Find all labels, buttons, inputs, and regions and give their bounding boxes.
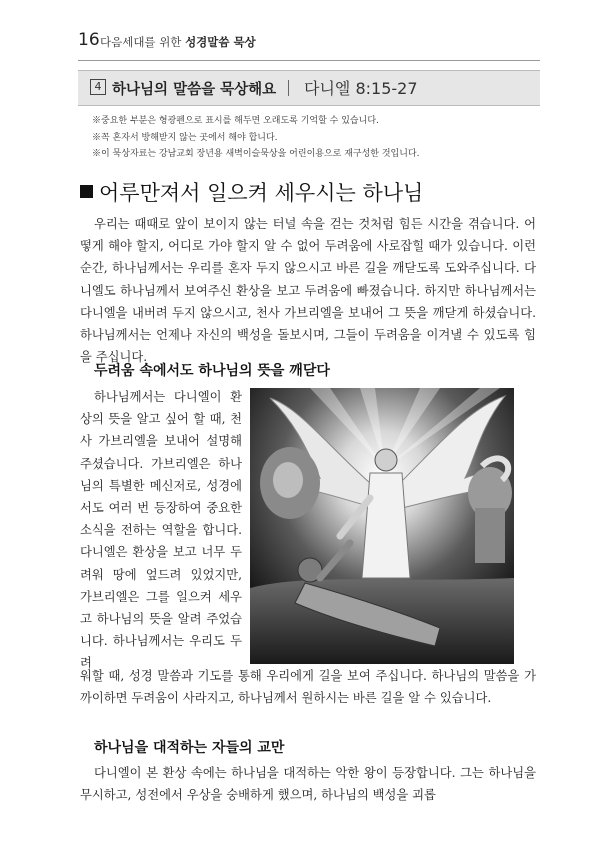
meditation-banner: [78, 70, 540, 106]
series-prefix: 다음세대를 위한: [100, 35, 182, 49]
paragraph-gabriel-continued: 워할 때, 성경 말씀과 기도를 통해 우리에게 길을 보여 주십니다. 하나님의 말씀을 가까이하면 두려움이 사라지고, 하나님께서 원하시는 바른 길을 알 수 있습니다.: [80, 669, 536, 706]
page-header: [78, 30, 540, 58]
section-title: [80, 177, 423, 207]
subheading-pride: 하나님을 대적하는 자들의 교만: [94, 740, 285, 756]
banner-title: 하나님의 말씀을 묵상해요: [112, 82, 277, 98]
note-item: ※중요한 부분은 형광펜으로 표시를 해두면 오래도록 기억할 수 있습니다.: [92, 116, 379, 126]
illustration-angel-daniel: [250, 388, 514, 664]
note-item: ※이 묵상자료는 강남교회 장년용 새벽이슬묵상을 어린이용으로 재구성한 것입니다.: [92, 149, 420, 159]
banner-number: 4: [90, 79, 106, 95]
square-bullet-icon: [80, 185, 93, 198]
scripture-reference: 다니엘 8:15-27: [304, 79, 418, 98]
banner-divider: [288, 80, 289, 96]
page-number: 16: [78, 30, 100, 50]
paragraph-gabriel: [80, 386, 242, 675]
subheading-understanding: 두려움 속에서도 하나님의 뜻을 깨닫다: [94, 363, 330, 379]
paragraph-intro: 우리는 때때로 앞이 보이지 않는 터널 속을 걷는 것처럼 힘든 시간을 겪습니다. 어떻게 해야 할지, 어디로 가야 할지 알 수 없어 두려움에 사로잡힐 때가 있습니다. 이런 순간, 하나님께서는 우리를 혼자 두지 않으시고 바른 길을 깨닫도록 도와주십니다. 다니엘도 하나님께서 보여주신 환상을 보고 두려움에 빠졌습니다. 하지만 하나님께서는 다니엘을 내버려 두지 않으시고, 천사 가브리엘을 보내어 그 뜻을 깨닫게 하셨습니다. 하나님께서는 언제나 자신의 백성을 돌보시며, 그들이 두려움을 이겨낼 수 있도록 힘을 주십니다.: [80, 217, 536, 365]
header-rule: [78, 60, 540, 61]
angel-daniel-image: [250, 388, 514, 664]
note-item: ※꼭 혼자서 방해받지 않는 곳에서 해야 합니다.: [92, 132, 278, 143]
notes: [92, 113, 540, 163]
section-title-text: 어루만져서 일으켜 세우시는 하나님: [99, 181, 424, 205]
series-name: 성경말씀 묵상: [185, 35, 256, 49]
paragraph-gabriel-text: 하나님께서는 다니엘이 환상의 뜻을 알고 싶어 할 때, 천사 가브리엘을 보내어 설명해 주셨습니다. 가브리엘은 하나님의 특별한 메신저로, 성경에서도 여러 번 등장하여 중요한 소식을 전하는 역할을 합니다. 다니엘은 환상을 보고 너무 두려워 땅에 엎드려 있었지만, 가브리엘은 그를 일으켜 세우고 하나님의 뜻을 알려 주었습니다. 하나님께서는 우리도 두려: [80, 390, 242, 671]
paragraph-pride: 다니엘이 본 환상 속에는 하나님을 대적하는 악한 왕이 등장합니다. 그는 하나님을 무시하고, 성전에서 우상을 숭배하게 했으며, 하나님의 백성을 괴롭: [80, 766, 536, 803]
series-title: [100, 34, 256, 50]
